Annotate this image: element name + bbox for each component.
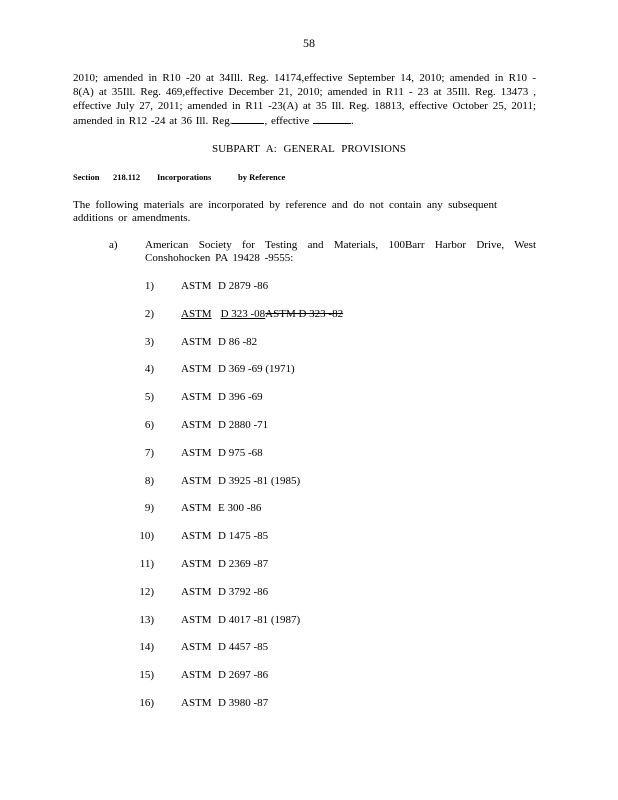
- subsection-a-label: a): [109, 239, 118, 251]
- deleted-text: ASTM D 323 -82: [265, 307, 344, 320]
- standard-org: ASTM: [181, 280, 212, 292]
- standard-org: ASTM: [181, 641, 212, 654]
- standard-number: 6): [144, 418, 154, 431]
- standard-item: [0, 475, 618, 503]
- standard-item: [0, 641, 618, 669]
- standard-number: 16): [139, 696, 154, 709]
- page-number: 58: [303, 36, 315, 50]
- standard-org: ASTM: [181, 335, 212, 348]
- standard-number: 5): [144, 391, 154, 404]
- standard-code: D 3980 -87: [218, 696, 269, 709]
- standard-item: [0, 447, 618, 475]
- standard-org: ASTM: [181, 446, 212, 459]
- standards-list: [0, 280, 618, 725]
- standard-number: 12): [139, 585, 154, 598]
- standard-org: ASTM: [181, 530, 212, 543]
- standard-org: ASTM: [181, 474, 212, 487]
- standard-item: [0, 669, 618, 697]
- amendment-history: [73, 71, 536, 128]
- standard-code: D 86 -82: [218, 335, 258, 348]
- blank-underline: [232, 113, 264, 124]
- standard-number: 15): [139, 669, 154, 682]
- standard-code: D 3925 -81 (1985): [218, 474, 301, 487]
- standard-number: 11): [139, 557, 154, 570]
- standard-number: 8): [144, 474, 154, 487]
- standard-code: D 975 -68: [218, 446, 263, 459]
- standard-code: D 4017 -81 (1987): [218, 613, 301, 626]
- blank-underline: [313, 113, 351, 124]
- standard-code: D 4457 -85: [218, 641, 269, 654]
- standard-item: [0, 336, 618, 364]
- amendment-history-end: .: [350, 115, 354, 127]
- standard-item: [0, 697, 618, 725]
- standard-org: ASTM: [181, 307, 212, 320]
- standard-number: 13): [139, 613, 154, 626]
- section-description: The following materials are incorporated by reference and do not contain any subsequent additions or amendments.: [73, 199, 497, 224]
- standard-org: ASTM: [181, 613, 212, 626]
- standard-code: D 2880 -71: [218, 418, 269, 431]
- standard-org: ASTM: [181, 669, 212, 682]
- standard-code: D 2879 -86: [218, 280, 269, 292]
- section-label: Section: [73, 172, 100, 182]
- standard-code: D 323 -08: [220, 307, 266, 320]
- standard-item: [0, 419, 618, 447]
- standard-org: ASTM: [181, 418, 212, 431]
- standard-org: ASTM: [181, 557, 212, 570]
- standard-code: D 396 -69: [218, 391, 263, 404]
- section-number: 218.112: [113, 172, 141, 182]
- standard-org: ASTM: [181, 585, 212, 598]
- standard-item: [0, 363, 618, 391]
- section-title-part1: Incorporations: [157, 172, 212, 182]
- subpart-heading: SUBPART A: GENERAL PROVISIONS: [212, 143, 406, 155]
- standard-org: ASTM: [181, 391, 212, 404]
- standard-item: [0, 614, 618, 642]
- subsection-a-text: American Society for Testing and Materials, 100Barr Harbor Drive, West Conshohocken PA 19428 -9555:: [145, 239, 536, 264]
- amendment-history-text: 2010; amended in R10 -20 at 34Ill. Reg. 14174,effective September 14, 2010; amended in R10 - 8(A) at 35Ill. Reg. 469,effective December 21, 2010; amended in R11 - 23 at 35Ill. Reg. 13473 , effective July 27, 2011; amended in R11 -23(A) at 35 Ill. Reg. 18813, effective October 25, 2011; amended in R12 -24 at 36 Ill. Reg.: [73, 72, 536, 127]
- standard-number: 4): [144, 363, 154, 376]
- standard-code: D 2369 -87: [218, 557, 269, 570]
- standard-code: D 369 -69 (1971): [218, 363, 295, 376]
- standard-code: D 3792 -86: [218, 585, 269, 598]
- standard-item: [0, 391, 618, 419]
- section-title-part2: by Reference: [238, 172, 286, 182]
- inserted-text: [181, 308, 265, 320]
- standard-item: [0, 586, 618, 614]
- standard-org: ASTM: [181, 502, 212, 515]
- standard-item: [0, 502, 618, 530]
- standard-item: [0, 308, 618, 336]
- standard-number: 9): [144, 502, 154, 515]
- standard-org: ASTM: [181, 696, 212, 709]
- standard-code: E 300 -86: [218, 502, 262, 515]
- standard-number: 10): [139, 530, 154, 543]
- section-heading: [73, 172, 285, 182]
- standard-number: 3): [144, 335, 154, 348]
- standard-number: 2): [144, 307, 154, 320]
- standard-item: [0, 530, 618, 558]
- standard-number: 7): [144, 446, 154, 459]
- standard-org: ASTM: [181, 363, 212, 376]
- standard-number: 14): [139, 641, 154, 654]
- standard-code: D 2697 -86: [218, 669, 269, 682]
- standard-code: D 1475 -85: [218, 530, 269, 543]
- standard-item: [0, 280, 618, 308]
- standard-number: 1): [144, 280, 154, 292]
- standard-code-amended: [181, 308, 343, 320]
- amendment-history-effective: , effective: [264, 115, 310, 127]
- standard-item: [0, 558, 618, 586]
